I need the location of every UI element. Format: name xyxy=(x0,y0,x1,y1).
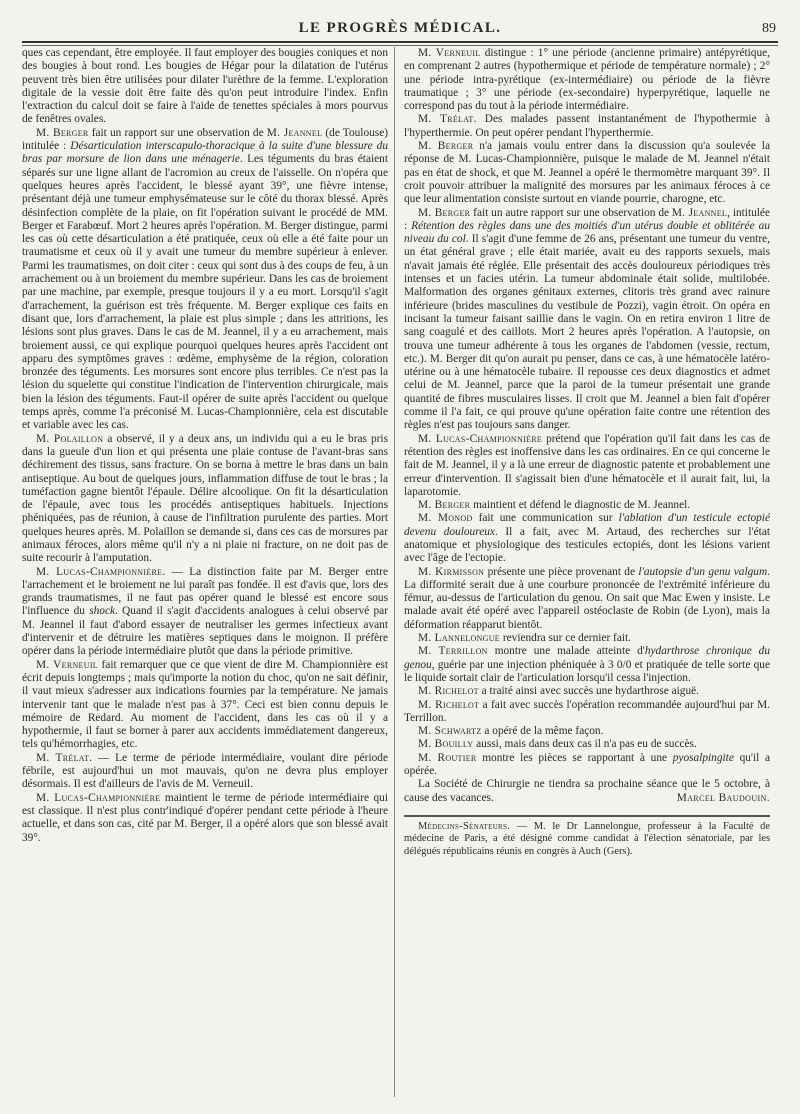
paragraph: M. Polaillon a observé, il y a deux ans, un individu qui a eu le bras pris dans la gueule d'un lion et qui présenta une plaie contuse de l'avant-bras sans déchirement des tissus, sans fracture. On se borna à mettre le bras dans un bain antiseptique. Au bout de quelques jours, inflammation diffuse de tout le bras ; la tuméfaction gagne bientôt l'épaule. Délire alcoolique. On fit la désarticulation de l'épaule, avec tous les procédés antiseptiques habituels. Injections phéniquées, pas de réunion, à cause de l'infiltration purulente des parties. Mort quelques heures après. M. Polaillon se demande si, dans ces cas de morsures par animaux féroces, alors même qu'il n'y a ni plaie ni fracture, on ne doit pas de suite recourir à l'amputation. xyxy=(22,432,388,565)
page-header xyxy=(22,16,778,42)
footnote: Médecins-Sénateurs. — M. le Dr Lannelongue, professeur à la Faculté de médecine de Paris, a été désigné comme candidat à l'élection sénatoriale, par les délégués républicains réunis en congrès à Auch (Gers). xyxy=(404,820,770,857)
footnote-rule xyxy=(404,815,770,817)
column-divider xyxy=(394,47,395,1097)
page-number: 89 xyxy=(762,21,776,36)
paragraph: M. Lucas-Championnière prétend que l'opération qu'il fait dans les cas de rétention des règles est inoffensive dans les cas ordinaires. En ce qui concerne le fait de M. Jeannel, il y a là une erreur de diagnostic patente et probablement une erreur d'intervention. Il s'agissait bien d'une hématocèle et il aurait fait, lui, la laparotomie. xyxy=(404,432,770,498)
paragraph: La Société de Chirurgie ne tiendra sa prochaine séance que le 5 octobre, à cause des vacances. Marcel Baudouin. xyxy=(404,778,770,804)
paragraph: M. Schwartz a opéré de la même façon. xyxy=(418,725,604,738)
right-column xyxy=(404,47,770,1107)
paragraph: M. Lannelongue reviendra sur ce dernier fait. xyxy=(418,632,632,645)
journal-title: LE PROGRÈS MÉDICAL. xyxy=(298,20,502,36)
author-signature: Marcel Baudouin. xyxy=(676,791,770,804)
header-rule-thin xyxy=(22,45,778,46)
paragraph: M. Verneuil fait remarquer que ce que vient de dire M. Championnière est écrit depuis longtemps ; mais qu'importe la notion du choc, qu'on ne sait définir, il vaut mieux s'adresser aux indications fournies par la température. Ne jamais intervenir tant que le malade n'est pas à 37°. Ceci est bien connu depuis le mémoire de Redard. Au moment de l'accident, dans les cas où il y a hypothermie, il faut se borner à parer aux accidents immédiatement dangereux, tels qu'hémorrhagies, etc. xyxy=(22,658,388,751)
paragraph: M. Verneuil distingue : 1° une période (ancienne primaire) antépyrétique, en comprenant 2 autres (hypothermique et période de température normale) ; 2° une période intra-pyrétique (ex-intermédiaire) ou période de la fièvre traumatique ; 3° une période (ex-secondaire) hyperpyrétique, laquelle ne correspond pas du tout à la période intermédiaire. xyxy=(404,47,770,113)
header-rule xyxy=(22,41,778,43)
paragraph: M. Terrillon montre une malade atteinte d'hydarthrose chronique du genou, guérie par une injection phéniquée à 3 0/0 et pratiquée de telle sorte que le liquide sortait clair de l'articulation lorsqu'il cessa l'injection. xyxy=(404,645,770,684)
paragraph: M. Monod fait une communication sur l'ablation d'un testicule ectopié devenu douloureux. Il a fait, avec M. Artaud, des recherches sur l'état anatomique et physiologique des testicules ectopiés, dont les lésions varient avec l'âge de l'ectopie. xyxy=(404,512,770,565)
paragraph: M. Richelot a fait avec succès l'opération recommandée aujourd'hui par M. Terrillon. xyxy=(404,698,770,724)
paragraph: M. Berger n'a jamais voulu entrer dans la discussion qu'a soulevée la réponse de M. Lucas-Championnière, puisque le malade de M. Jeannel n'était pas en état de shock, et que M. Jeannel a opéré le thermomètre marquant 39°. Il croit pouvoir attribuer la malignité des morsures par les animaux féroces à ce que leur alimentation consiste surtout en viande pourrie, charogne, etc. xyxy=(404,140,770,206)
left-column xyxy=(22,47,388,1107)
paragraph: M. Kirmisson présente une pièce provenant de l'autopsie d'un genu valgum. La difformité serait due à une courbure prononcée de l'extrémité inférieure du fémur, au-dessus de l'articulation du genou. On sait que Mac Ewen y insiste. Le malade avait été opéré avec l'appareil ostéoclaste de Robin (de Lyon), mais la déformation réapparut bientôt. xyxy=(404,565,770,631)
paragraph: M. Berger fait un rapport sur une observation de M. Jeannel (de Toulouse) intitulée : Désarticulation interscapulo-thoracique à la suite d'une blessure du bras par morsure de lion dans une ménagerie. Les téguments du bras étaient séparés sur une ligne allant de l'acromion au creux de l'aisselle. On n'opéra que quelques heures après l'accident, le blessé ayant 39°, une fièvre intense, présentant déjà une tumeur emphysémateuse sur le côté du thorax blessé. Après désinfection complète de la plaie, on fit l'opération suivant le procédé de MM. Berger et Farabœuf. Mort 2 heures après l'opération. M. Berger distingue, parmi les cas où cette désarticulation a été pratiquée, ceux où elle a été faite pour un traumatisme et ceux où il y avait une tumeur du membre supérieur à enlever. Parmi les traumatismes, on doit citer : ceux qui sont dus à des coups de feu, à un arrachement ou à un broiement du membre supérieur. Dans les cas de broiement par une machine, par exemple, presque toujours il y a eu mort. Lorsqu'il s'agit d'arrachement, la guérison est très fréquente. M. Berger explique ces faits en disant que, lors d'arrachement, la plaie est plus simple ; dans les attritions, les lésions sont plus graves. Dans le cas de M. Jeannel, il y a eu arrachement, mais broiement aussi, ce qui explique pourquoi quelques heures après l'accident ont apparu des symptômes graves : œdème, emphysème de la région, coloration bronzée des téguments. Les morsures sont encore plus terribles. Ce n'est pas la lésion du squelette qui constitue l'indication de l'intervention chirurgicale, mais bien la lésion des téguments. Faut-il opérer de suite après l'accident ou quelque temps après, comme l'a préconisé M. Lucas-Championnière, cela est discutable et variable avec les cas. xyxy=(22,126,388,432)
paragraph: M. Berger fait un autre rapport sur une observation de M. Jeannel, intitulée : Rétention des règles dans une des moitiés d'un utérus double et oblitérée au niveau du col. Il s'agit d'une femme de 26 ans, présentant une tumeur du ventre, un état général grave ; elle était mariée, avait eu des rapports sexuels, mais n'avait jamais été réglée. Elle présentait des accès douloureux périodiques très intenses et un facies utérin. La tumeur abdominale était solide, multilobée. Malformation des organes génitaux externes, clitoris très grand avec rainure inférieure (brides masculines du vestibule de Pozzi), vagin étroit. On opéra en incisant la tumeur faisant saillie dans le vagin. On en retira environ 1 litre de sang coagulé et des caillots. Mort 2 heures après l'opération. A l'autopsie, on trouva une tumeur adhérente à tous les organes de l'abdomen (vessie, rectum, etc.). M. Berger dit qu'on aurait pu penser, dans ce cas, à une hématocèle latéro-utérine ou à une hématocèle tubaire. Il repousse ces deux diagnostics et admet celui de M. Jeannel, parce que la paroi de la tumeur présentait une grande quantité de fibres musculaires lisses. Il croit que M. Jeannel a bien fait d'opérer comme il l'a fait, ce qui prouve qu'une opération faite contre une rétention des règles n'est pas toujours sans danger. xyxy=(404,206,770,432)
paragraph: M. Routier montre les pièces se rapportant à une pyosalpingite qu'il a opérée. xyxy=(404,751,770,778)
paragraph: M. Richelot a traité ainsi avec succès une hydarthrose aiguë. xyxy=(418,685,700,698)
paragraph: M. Lucas-Championnière. — La distinction faite par M. Berger entre l'arrachement et le broiement ne lui paraît pas fondée. Il est d'avis que, lors des grands traumatismes, il ne faut pas opérer quand le blessé est encore sous l'influence du shock. Quand il s'agit d'accidents analogues à celui observé par M. Jeannel il faut d'abord essayer de neutraliser les germes infectieux avant d'intervenir et de détruire les matières septiques dans le moignon. Il préfère opérer dans la période intermédiaire plutôt que dans la période primitive. xyxy=(22,565,388,658)
paragraph: M. Trélat. Des malades passent instantanément de l'hypothermie à l'hyperthermie. On peut opérer pendant l'hyperthermie. xyxy=(404,113,770,139)
paragraph: M. Berger maintient et défend le diagnostic de M. Jeannel. xyxy=(418,499,691,512)
paragraph: M. Bouilly aussi, mais dans deux cas il n'a pas eu de succès. xyxy=(418,738,697,751)
paragraph: ques cas cependant, être employée. Il faut employer des bougies coniques et non des bougies à bout rond. Les bougies de Hégar pour la dilatation de l'utérus peuvent très bien être utilisées pour dilater l'urèthre de la femme. L'exploration digitale de la vessie doit être faite dès qu'on peut introduire l'index. Enfin l'extraction du calcul doit se faire à l'aide de tenettes spéciales à mors pourvus de fenêtres ovales. xyxy=(22,47,388,126)
paragraph: M. Lucas-Championnière maintient le terme de période intermédiaire qui est classique. Il n'est plus contr'indiqué d'opérer pendant cette période à l'heure actuelle, et dans son cas, cité par M. Berger, il a opéré alors que son blessé avait 39°. xyxy=(22,791,388,844)
paragraph: M. Trélat. — Le terme de période intermédiaire, voulant dire période fébrile, est aujourd'hui un mot mauvais, qu'on ne devra plus employer désormais. Il est d'ailleurs de l'avis de M. Verneuil. xyxy=(22,751,388,791)
